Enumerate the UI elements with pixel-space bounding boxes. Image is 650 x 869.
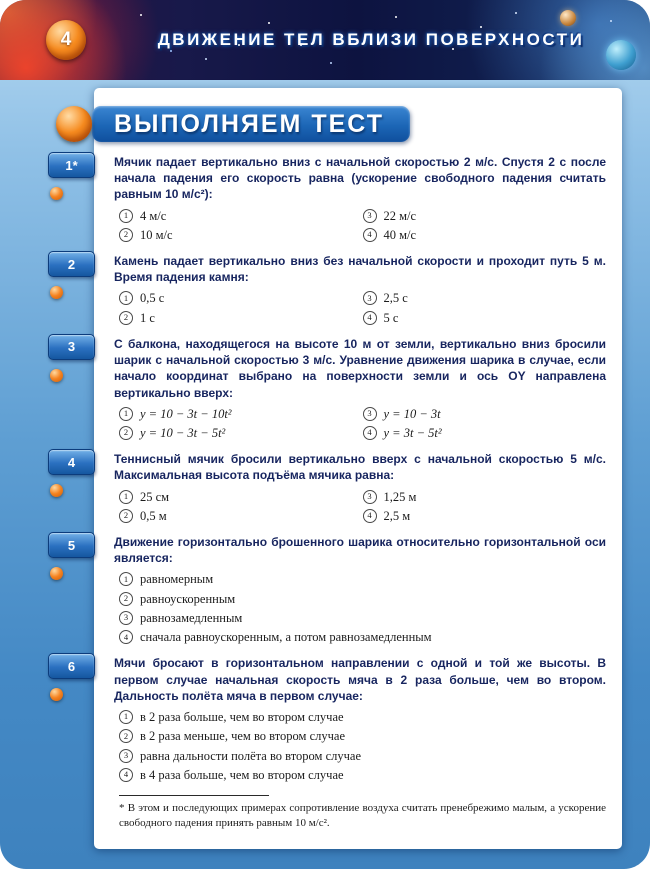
question-stem: Теннисный мячик бросили вертикально вверх с начальной скоростью 5 м/с. Максимальная высота подъёма мячика равна: bbox=[114, 452, 606, 483]
option bbox=[363, 310, 607, 326]
option bbox=[119, 208, 363, 224]
option bbox=[119, 508, 363, 524]
option-text: в 2 раза меньше, чем во втором случае bbox=[140, 729, 345, 744]
section-ball-icon bbox=[56, 106, 92, 142]
option-marker-icon: 1 bbox=[119, 209, 133, 223]
question-number-tab bbox=[48, 152, 95, 178]
option bbox=[363, 208, 607, 224]
option-text: в 4 раза больше, чем во втором случае bbox=[140, 767, 344, 782]
stars-decoration-icon bbox=[0, 0, 2, 2]
option bbox=[363, 406, 607, 422]
option bbox=[119, 425, 363, 441]
option-marker-icon: 2 bbox=[119, 509, 133, 523]
option-text: 1 с bbox=[140, 310, 155, 325]
option bbox=[119, 728, 606, 744]
option-text: 2,5 м bbox=[383, 508, 411, 523]
bullet-ball-icon bbox=[50, 286, 63, 299]
option-marker-icon: 1 bbox=[119, 710, 133, 724]
option-text: 0,5 с bbox=[140, 291, 165, 306]
section-banner bbox=[92, 106, 410, 142]
option-marker-icon: 4 bbox=[363, 311, 377, 325]
option-marker-icon: 3 bbox=[363, 291, 377, 305]
question-number: 4 bbox=[67, 454, 76, 470]
option-marker-icon: 4 bbox=[119, 630, 133, 644]
option bbox=[119, 709, 606, 725]
question-stem: Мячик падает вертикально вниз с начальной скоростью 2 м/с. Спустя 2 с после начала падения его скорость равна (ускорение свободного падения считать равным 10 м/с²): bbox=[114, 155, 606, 202]
option-marker-icon: 3 bbox=[363, 407, 377, 421]
question-number-tab bbox=[48, 334, 95, 360]
option-text: в 2 раза больше, чем во втором случае bbox=[140, 710, 344, 724]
option bbox=[119, 290, 363, 306]
bullet-ball-icon bbox=[50, 484, 63, 497]
chapter-title: ДВИЖЕНИЕ ТЕЛ ВБЛИЗИ ПОВЕРХНОСТИ bbox=[157, 30, 585, 49]
option bbox=[119, 748, 606, 764]
option-marker-icon: 1 bbox=[119, 291, 133, 305]
question-number-tab bbox=[48, 532, 95, 558]
option-marker-icon: 3 bbox=[363, 490, 377, 504]
option bbox=[119, 591, 606, 607]
option-text: 4 м/с bbox=[140, 208, 167, 223]
option-marker-icon: 4 bbox=[119, 768, 133, 782]
option-marker-icon: 2 bbox=[119, 729, 133, 743]
options-list bbox=[114, 208, 606, 244]
option-text: y = 10 − 3t − 10t² bbox=[140, 406, 232, 421]
option bbox=[363, 489, 607, 505]
option-marker-icon: 1 bbox=[119, 572, 133, 586]
option-text: 0,5 м bbox=[140, 508, 167, 523]
chapter-header bbox=[0, 0, 650, 80]
section-title: ВЫПОЛНЯЕМ ТЕСТ bbox=[114, 109, 384, 138]
option bbox=[119, 629, 606, 645]
option-marker-icon: 2 bbox=[119, 311, 133, 325]
option bbox=[119, 767, 606, 783]
option-marker-icon: 3 bbox=[119, 749, 133, 763]
option bbox=[363, 290, 607, 306]
question-number-tab bbox=[48, 449, 95, 475]
question-stem: Движение горизонтально брошенного шарика относительно горизонтальной оси является: bbox=[114, 535, 606, 566]
question-number: 3 bbox=[67, 339, 76, 355]
question-4 bbox=[67, 451, 606, 524]
option-text: y = 10 − 3t bbox=[383, 406, 441, 421]
option bbox=[363, 508, 607, 524]
option-text: y = 3t − 5t² bbox=[383, 425, 442, 440]
option-text: равноускоренным bbox=[140, 591, 236, 606]
option-text: 22 м/с bbox=[383, 208, 417, 223]
question-stem: Мячи бросают в горизонтальном направлении с одной и той же высоты. В первом случае начальная скорость мяча в 2 раза больше, чем во втором. Дальность полёта мяча в первом случае: bbox=[114, 656, 606, 703]
bullet-ball-icon bbox=[50, 187, 63, 200]
page-number-badge bbox=[46, 20, 86, 60]
option-text: 40 м/с bbox=[383, 227, 417, 242]
option-marker-icon: 2 bbox=[119, 426, 133, 440]
question-5 bbox=[67, 534, 606, 645]
content-page bbox=[65, 88, 622, 849]
question-number: 6 bbox=[67, 658, 76, 674]
question-number-tab bbox=[48, 653, 95, 679]
small-planet-icon bbox=[560, 10, 576, 26]
option-text: 1,25 м bbox=[383, 489, 417, 504]
option-marker-icon: 4 bbox=[363, 426, 377, 440]
page-number: 4 bbox=[60, 29, 72, 50]
question-number-tab bbox=[48, 251, 95, 277]
options-list bbox=[114, 489, 606, 525]
option-text: 25 см bbox=[140, 489, 170, 504]
option-marker-icon: 2 bbox=[119, 228, 133, 242]
option-marker-icon: 3 bbox=[363, 209, 377, 223]
option bbox=[119, 610, 606, 626]
options-list bbox=[114, 406, 606, 442]
option-text: сначала равноускоренным, а потом равнозамедленным bbox=[140, 630, 432, 645]
option-marker-icon: 4 bbox=[363, 509, 377, 523]
bullet-ball-icon bbox=[50, 369, 63, 382]
option-text: 10 м/с bbox=[140, 227, 173, 242]
bullet-ball-icon bbox=[50, 567, 63, 580]
option bbox=[119, 227, 363, 243]
option-marker-icon: 1 bbox=[119, 490, 133, 504]
option bbox=[119, 310, 363, 326]
option bbox=[363, 227, 607, 243]
question-2 bbox=[67, 253, 606, 326]
planet-icon bbox=[606, 40, 636, 70]
option bbox=[363, 425, 607, 441]
footnote-rule bbox=[119, 795, 269, 796]
bullet-ball-icon bbox=[50, 688, 63, 701]
footnote-text: * В этом и последующих примерах сопротивление воздуха считать пренебрежимо малым, а ускорение свободного падения принять равным 10 м/с². bbox=[119, 802, 606, 829]
option-text: y = 10 − 3t − 5t² bbox=[140, 425, 226, 440]
options-list bbox=[114, 571, 606, 645]
question-1 bbox=[65, 154, 606, 243]
question-stem: Камень падает вертикально вниз без начальной скорости и проходит путь 5 м. Время падения камня: bbox=[114, 254, 606, 285]
option-text: равна дальности полёта во втором случае bbox=[140, 748, 361, 763]
option-marker-icon: 3 bbox=[119, 611, 133, 625]
option-text: равномерным bbox=[140, 572, 214, 587]
option bbox=[119, 489, 363, 505]
options-list bbox=[114, 290, 606, 326]
question-number: 1* bbox=[65, 157, 78, 173]
option-marker-icon: 4 bbox=[363, 228, 377, 242]
section-banner-row bbox=[92, 106, 606, 142]
option-marker-icon: 2 bbox=[119, 592, 133, 606]
option-text: 5 с bbox=[383, 310, 399, 325]
option-text: равнозамедленным bbox=[140, 610, 243, 625]
option-text: 2,5 с bbox=[383, 291, 408, 306]
option bbox=[119, 406, 363, 422]
options-list bbox=[114, 709, 606, 783]
question-number: 2 bbox=[67, 256, 76, 272]
option bbox=[119, 571, 606, 587]
question-stem: С балкона, находящегося на высоте 10 м от земли, вертикально вниз бросили шарик с начальной скоростью 3 м/с. Уравнение движения шарика в случае, если начало координат выбрано на поверхности земли и ось OY направлена вертикально вверх: bbox=[114, 336, 606, 400]
question-number: 5 bbox=[67, 537, 76, 553]
footnote bbox=[114, 795, 606, 831]
question-6 bbox=[67, 655, 606, 783]
option-marker-icon: 1 bbox=[119, 407, 133, 421]
question-3 bbox=[67, 336, 606, 441]
